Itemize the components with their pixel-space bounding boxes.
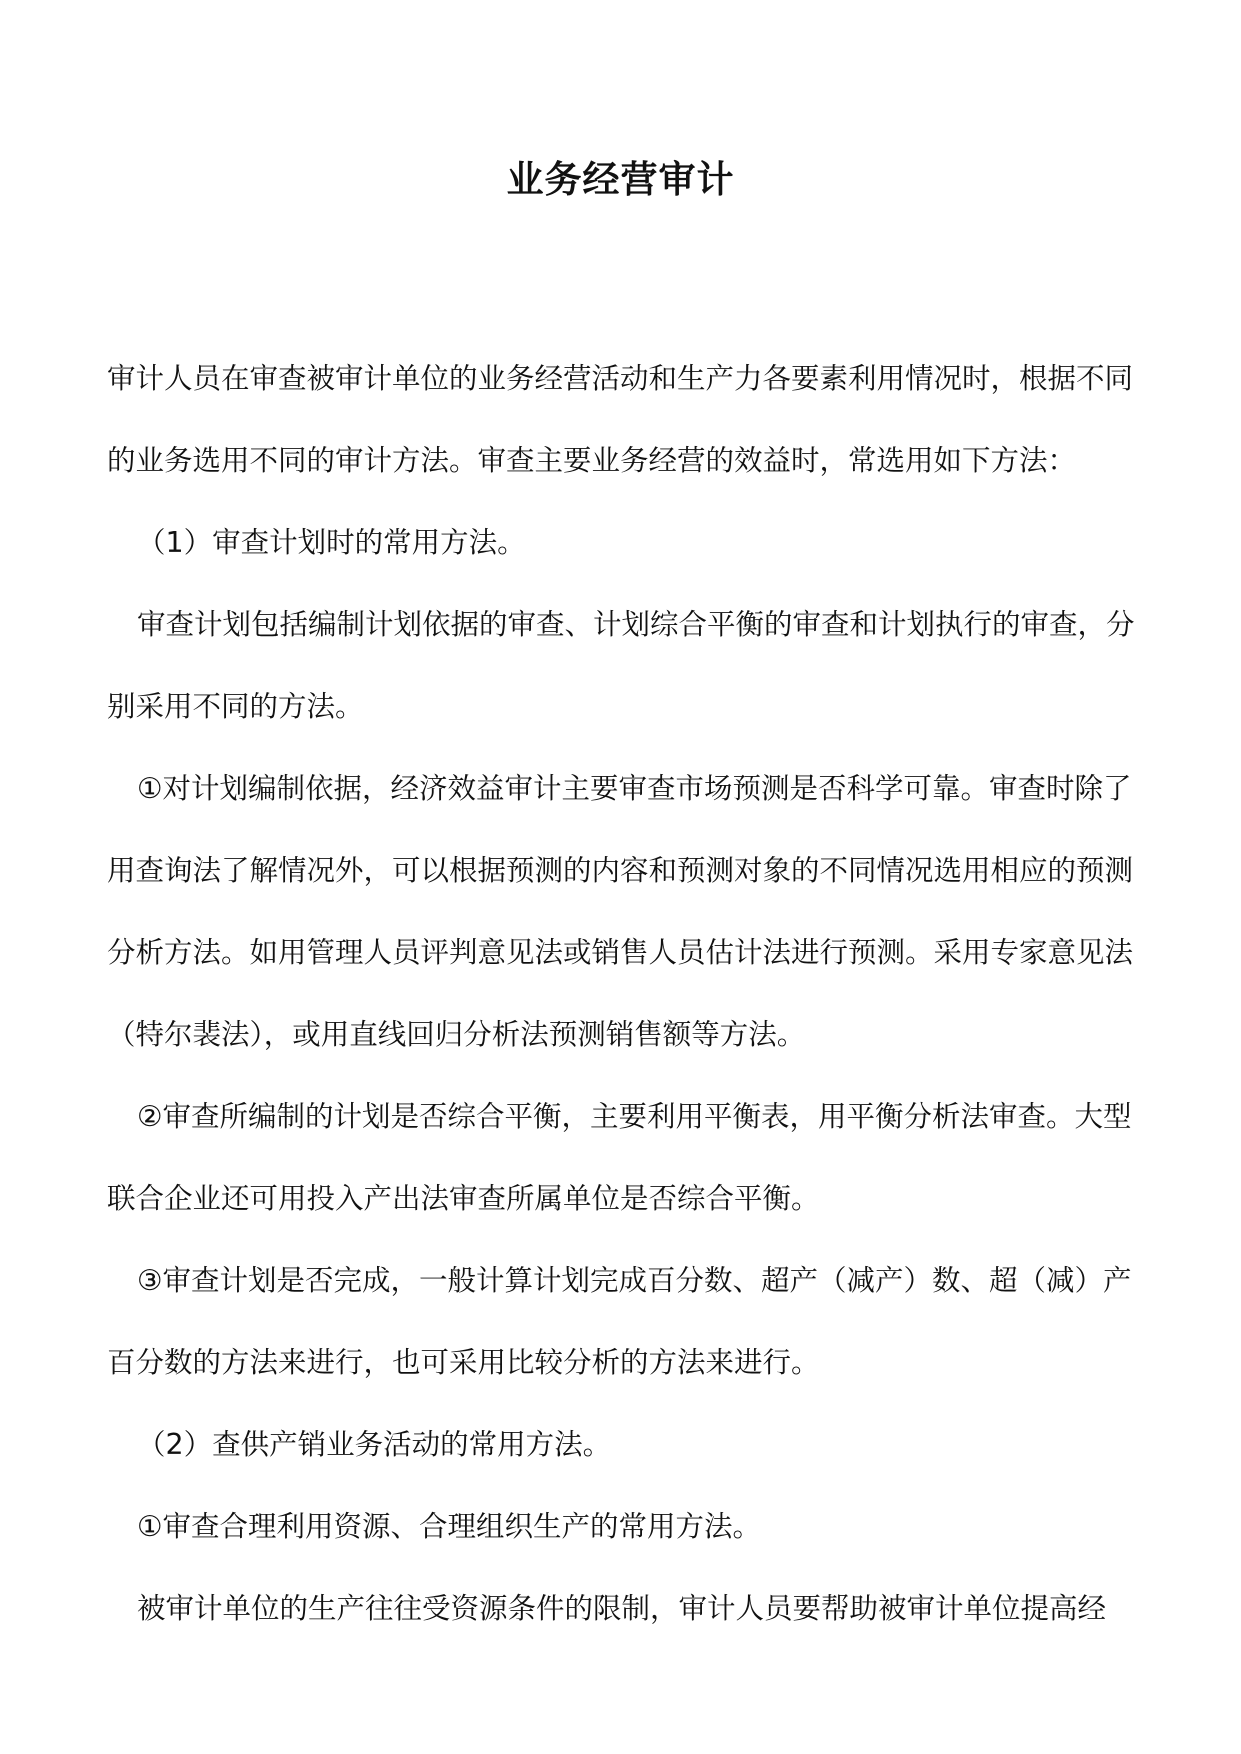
paragraph-intro: 审计人员在审查被审计单位的业务经营活动和生产力各要素利用情况时，根据不同的业务选用不同的审计方法。审查主要业务经营的效益时，常选用如下方法： [107,362,1134,477]
paragraph-heading-1: （1）审查计划时的常用方法。 [137,526,526,559]
document-body [107,338,1137,1650]
paragraph-item-1: ①对计划编制依据，经济效益审计主要审查市场预测是否科学可靠。审查时除了用查询法了解情况外，可以根据预测的内容和预测对象的不同情况选用相应的预测分析方法。如用管理人员评判意见法或销售人员估计法进行预测。采用专家意见法（特尔裴法），或用直线回归分析法预测销售额等方法。 [107,772,1134,1051]
paragraph-plan-review: 审查计划包括编制计划依据的审查、计划综合平衡的审查和计划执行的审查，分别采用不同的方法。 [107,608,1135,723]
paragraph-heading-2: （2）查供产销业务活动的常用方法。 [137,1428,612,1461]
document-title: 业务经营审计 [506,158,735,201]
paragraph-item-2: ②审查所编制的计划是否综合平衡，主要利用平衡表，用平衡分析法审查。大型联合企业还可用投入产出法审查所属单位是否综合平衡。 [107,1100,1132,1215]
paragraph-item-3: ③审查计划是否完成，一般计算计划完成百分数、超产（减产）数、超（减）产百分数的方法来进行，也可采用比较分析的方法来进行。 [107,1264,1132,1379]
paragraph-subitem-1: ①审查合理利用资源、合理组织生产的常用方法。 [137,1510,762,1543]
paragraph-resources: 被审计单位的生产往往受资源条件的限制，审计人员要帮助被审计单位提高经 [137,1592,1107,1625]
